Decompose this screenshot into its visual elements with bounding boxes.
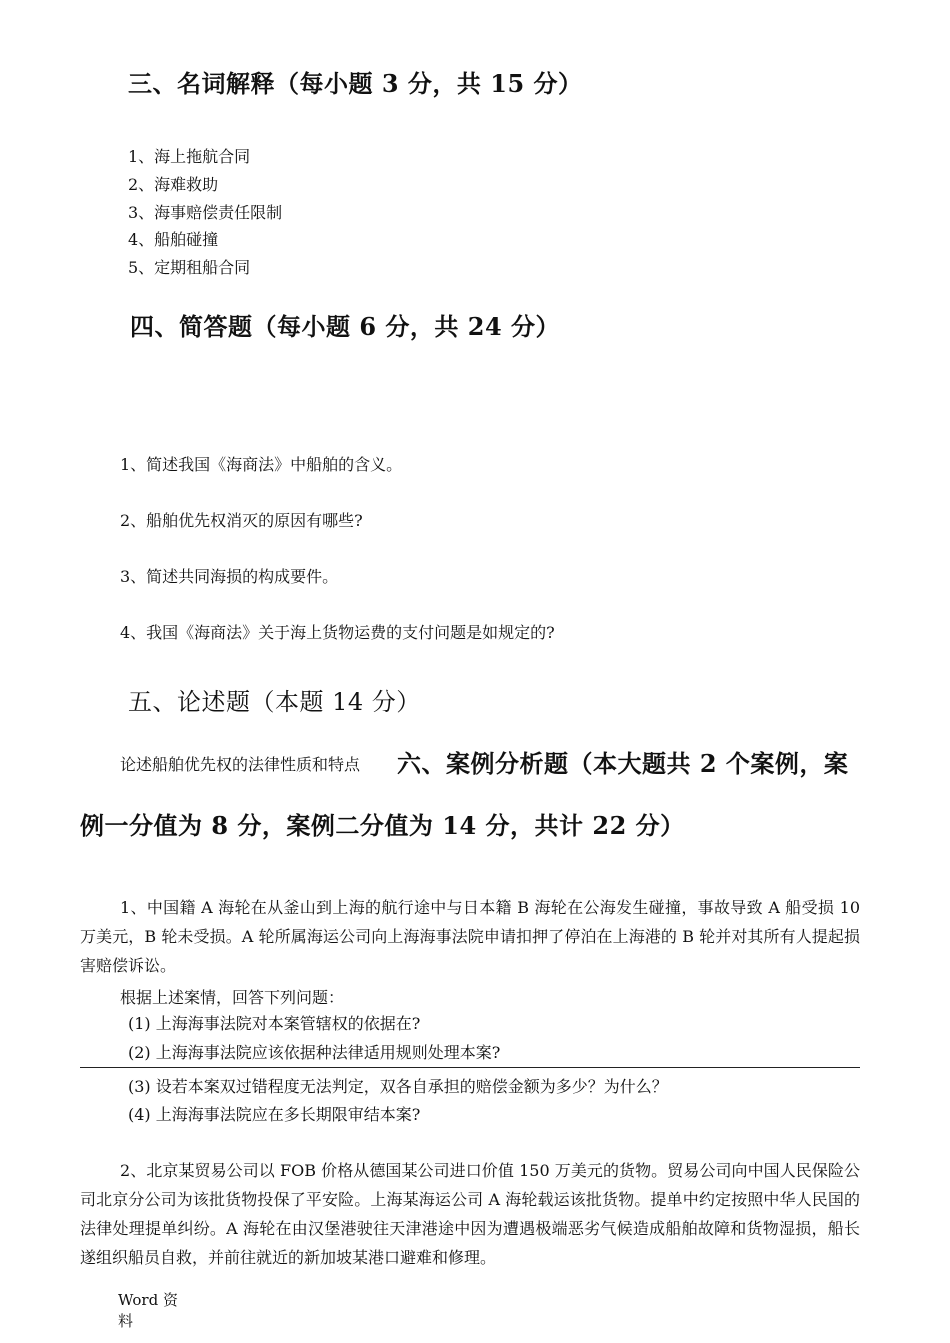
list-item: 4、我国《海商法》关于海上货物运费的支付问题是如规定的?	[120, 623, 555, 642]
list-item: 2、海难救助	[128, 175, 219, 194]
footer-line-1: Word 资	[118, 1291, 178, 1309]
case-1-question: (3) 设若本案双过错程度无法判定，双各自承担的赔偿金额为多少？为什么？	[128, 1077, 668, 1096]
essay-question: 论述船舶优先权的法律性质和特点	[120, 755, 361, 774]
section-4-title: 四、简答题（每小题 6 分，共 24 分）	[130, 312, 561, 341]
case-1-text: 1、中国籍 A 海轮在从釜山到上海的航行途中与日本籍 B 海轮在公海发生碰撞，事故导致 A 船受损 10 万美元，B 轮未受损。A 轮所属海运公司向上海海事法院申请扣押了停泊在上海港的 B 轮并对其所有人提起损害赔偿诉讼。	[80, 898, 860, 975]
case-1-prompt: 根据上述案情，回答下列问题：	[120, 988, 345, 1007]
section-3-title: 三、名词解释（每小题 3 分，共 15 分）	[128, 69, 583, 98]
section-5-title: 五、论述题（本题 14 分）	[128, 688, 421, 716]
list-item: 2、船舶优先权消灭的原因有哪些?	[120, 511, 363, 530]
section-6-title-line1: 六、案例分析题（本大题共 2 个案例，案	[397, 749, 849, 778]
list-item: 1、海上拖航合同	[128, 147, 251, 166]
divider-line	[80, 1067, 860, 1068]
case-1-question: (2) 上海海事法院应该依据种法律适用规则处理本案?	[128, 1043, 501, 1062]
list-item: 3、海事赔偿责任限制	[128, 203, 283, 222]
section-6-title-line2: 例一分值为 8 分，案例二分值为 14 分，共计 22 分）	[80, 811, 685, 840]
case-2-text: 2、北京某贸易公司以 FOB 价格从德国某公司进口价值 150 万美元的货物。贸易公司向中国人民保险公司北京分公司为该批货物投保了平安险。上海某海运公司 A 海轮载运该批货物。提单中约定按照中华人民国的法律处理提单纠纷。A 海轮在由汉堡港驶往天津港途中因为遭遇极端恶劣气候造成船舶故障和货物湿损，船长遂组织船员自救，并前往就近的新加坡某港口避难和修理。	[80, 1161, 860, 1267]
list-item: 3、简述共同海损的构成要件。	[120, 567, 339, 586]
case-1-question: (1) 上海海事法院对本案管辖权的依据在?	[128, 1014, 421, 1033]
footer-line-2: 料	[118, 1312, 134, 1330]
list-item: 4、船舶碰撞	[128, 230, 219, 249]
list-item: 1、简述我国《海商法》中船舶的含义。	[120, 455, 403, 474]
list-item: 5、定期租船合同	[128, 258, 251, 277]
case-1-question: (4) 上海海事法院应在多长期限审结本案?	[128, 1105, 421, 1124]
